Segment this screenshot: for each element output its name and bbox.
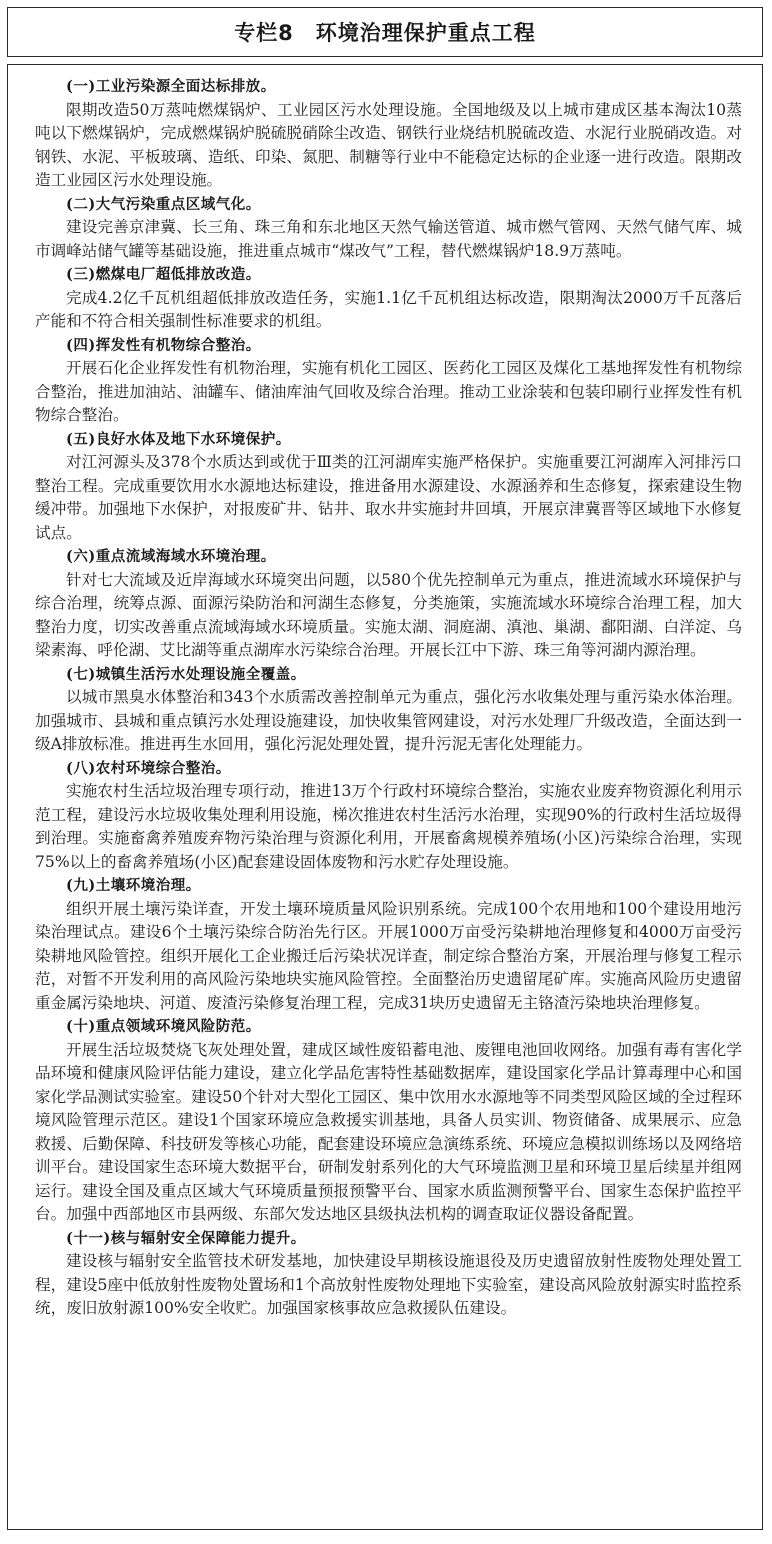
section-4	[35, 334, 742, 428]
section-heading: (八)农村环境综合整治。	[66, 759, 231, 777]
section-body: 建设核与辐射安全监管技术研发基地，加快建设早期核设施退役及历史遗留放射性废物处理处置工程，建设5座中低放射性废物处置场和1个高放射性废物处理地下实验室，建设高风险放射源实时监控系统，废旧放射源100%安全收贮。加强国家核事故应急救援队伍建设。	[35, 1252, 742, 1317]
section-heading: (一)工业污染源全面达标排放。	[66, 78, 276, 95]
column-title: 专栏8 环境治理保护重点工程	[234, 21, 536, 45]
section-body: 针对七大流域及近岸海域水环境突出问题，以580个优先控制单元为重点，推进流域水环境保护与综合治理，统筹点源、面源污染防治和河湖生态修复，分类施策，实施流域水环境综合治理工程，加大整治力度，切实改善重点流域海域水环境质量。实施太湖、洞庭湖、滇池、巢湖、鄱阳湖、白洋淀、乌梁素海、呼伦湖、艾比湖等重点湖库水污染综合治理。开展长江中下游、珠三角等河湖内源治理。	[35, 570, 742, 659]
section-heading: (九)土壤环境治理。	[66, 877, 201, 894]
section-heading: (七)城镇生活污水处理设施全覆盖。	[66, 665, 306, 683]
section-body: 限期改造50万蒸吨燃煤锅炉、工业园区污水处理设施。全国地级及以上城市建成区基本淘汰10蒸吨以下燃煤锅炉，完成燃煤锅炉脱硫脱硝除尘改造、钢铁行业烧结机脱硫改造、水泥行业脱硝改造。对钢铁、水泥、平板玻璃、造纸、印染、氮肥、制糖等行业中不能稳定达标的企业逐一进行改造。限期改造工业园区污水处理设施。	[35, 100, 742, 189]
section-5	[35, 428, 742, 546]
section-heading: (十)重点领域环境风险防范。	[66, 1018, 261, 1035]
section-10	[35, 1015, 742, 1227]
section-heading: (六)重点流域海域水环境治理。	[66, 548, 276, 565]
column-title-box	[7, 7, 763, 57]
section-7	[35, 663, 742, 757]
section-11	[35, 1227, 742, 1321]
section-1	[35, 75, 742, 193]
section-body: 以城市黑臭水体整治和343个水质需改善控制单元为重点，强化污水收集处理与重污染水体治理。加强城市、县城和重点镇污水处理设施建设，加快收集管网建设，对污水处理厂升级改造，全面达到一级A排放标准。推进再生水回用，强化污泥处理处置，提升污泥无害化处理能力。	[35, 688, 742, 753]
section-3	[35, 263, 742, 334]
section-8	[35, 757, 742, 875]
section-body: 开展生活垃圾焚烧飞灰处理处置，建成区域性废铅蓄电池、废锂电池回收网络。加强有毒有害化学品环境和健康风险评估能力建设，建立化学品危害特性基础数据库，建设国家化学品计算毒理中心和国家化学品测试实验室。建设50个针对大型化工园区、集中饮用水水源地等不同类型风险区域的全过程环境风险管理示范区。建设1个国家环境应急救援实训基地，具备人员实训、物资储备、成果展示、应急救援、后勤保障、科技研发等核心功能，配套建设环境应急演练系统、环境应急模拟训练场以及网络培训平台。建设国家生态环境大数据平台，研制发射系列化的大气环境监测卫星和环境卫星后续星并组网运行。建设全国及重点区域大气环境质量预报预警平台、国家水质监测预警平台、国家生态保护监控平台。加强中西部地区市县两级、东部欠发达地区县级执法机构的调查取证仪器设备配置。	[35, 1040, 742, 1223]
section-heading: (十一)核与辐射安全保障能力提升。	[66, 1229, 306, 1247]
section-9	[35, 874, 742, 1015]
section-2	[35, 193, 742, 264]
section-body: 组织开展土壤污染详查，开发土壤环境质量风险识别系统。完成100个农用地和100个建设用地污染治理试点。建设6个土壤污染综合防治先行区。开展1000万亩受污染耕地治理修复和4000万亩受污染耕地风险管控。组织开展化工企业搬迁后污染状况详查，制定综合整治方案，开展治理与修复工程示范，对暂不开发利用的高风险污染地块实施风险管控。全面整治历史遗留尾矿库。实施高风险历史遗留重金属污染地块、河道、废渣污染修复治理工程，完成31块历史遗留无主铬渣污染地块治理修复。	[35, 899, 742, 1012]
section-heading: (三)燃煤电厂超低排放改造。	[66, 266, 261, 283]
section-body: 开展石化企业挥发性有机物治理，实施有机化工园区、医药化工园区及煤化工基地挥发性有机物综合整治，推进加油站、油罐车、储油库油气回收及综合治理。推动工业涂装和包装印刷行业挥发性有机物综合整治。	[35, 359, 742, 424]
section-heading: (二)大气污染重点区域气化。	[66, 195, 261, 213]
section-body: 完成4.2亿千瓦机组超低排放改造任务，实施1.1亿千瓦机组达标改造，限期淘汰2000万千瓦落后产能和不符合相关强制性标准要求的机组。	[35, 288, 742, 330]
section-body: 对江河源头及378个水质达到或优于Ⅲ类的江河湖库实施严格保护。实施重要江河湖库入河排污口整治工程。完成重要饮用水水源地达标建设，推进备用水源建设、水源涵养和生态修复，探索建设生物缓冲带。加强地下水保护，对报废矿井、钻井、取水井实施封井回填，开展京津冀晋等区域地下水修复试点。	[35, 453, 742, 542]
section-body: 实施农村生活垃圾治理专项行动，推进13万个行政村环境综合整治，实施农业废弃物资源化利用示范工程，建设污水垃圾收集处理利用设施，梯次推进农村生活污水治理，实现90%的行政村生活垃圾得到治理。实施畜禽养殖废弃物污染治理与资源化利用，开展畜禽规模养殖场(小区)污染综合治理，实现75%以上的畜禽养殖场(小区)配套建设固体废物和污水贮存处理设施。	[35, 782, 742, 871]
section-heading: (四)挥发性有机物综合整治。	[66, 336, 261, 354]
section-6	[35, 545, 742, 663]
section-body: 建设完善京津冀、长三角、珠三角和东北地区天然气输送管道、城市燃气管网、天然气储气库、城市调峰站储气罐等基础设施，推进重点城市“煤改气”工程，替代燃煤锅炉18.9万蒸吨。	[35, 218, 742, 260]
column-content-panel	[7, 64, 763, 1530]
section-heading: (五)良好水体及地下水环境保护。	[66, 430, 291, 448]
